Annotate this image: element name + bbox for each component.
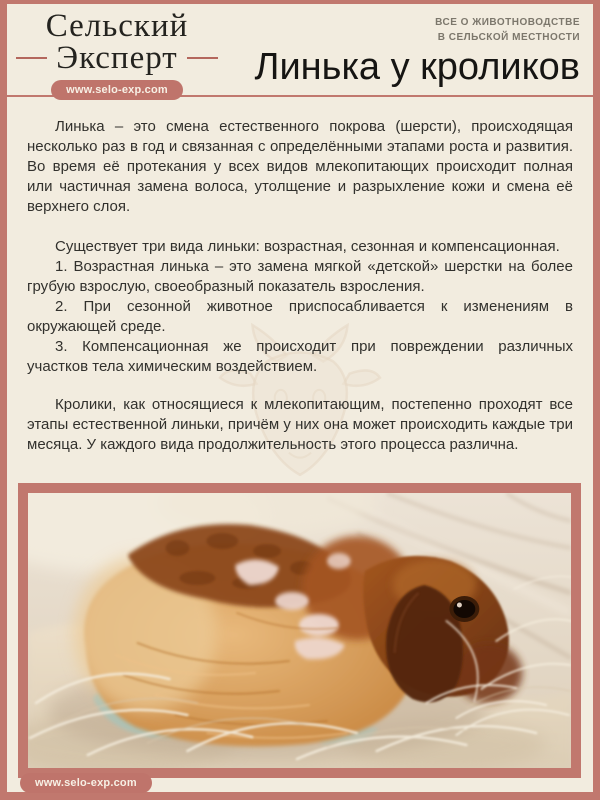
tagline-line2: В СЕЛЬСКОЙ МЕСТНОСТИ	[437, 32, 580, 43]
molting-rabbit-photo	[28, 493, 571, 768]
list-item-season-molt: 2. При сезонной животное приспосабливается к изменениям в окружающей среде.	[27, 298, 573, 335]
paragraph-intro: Линька – это смена естественного покрова (шерсти), происходящая несколько раз в год и связанная с определёнными этапами роста и развития. Во время её протекания у всех видов млекопитающих происходит полная или частичная замена волоса, утолщение и разрыхление кожи и смена её верхнего слоя.	[27, 118, 573, 215]
page-title: Линька у кроликов	[254, 46, 580, 88]
site-tagline	[435, 15, 580, 45]
list-item-age-molt: 1. Возрастная линька – это замена мягкой «детской» шерстки на более грубую взрослую, своеобразный показатель взросления.	[27, 258, 573, 295]
header	[7, 4, 593, 97]
logo-right-dash	[187, 57, 218, 59]
logo-text-line2	[9, 40, 225, 76]
article-body	[7, 97, 593, 455]
site-logo	[9, 9, 225, 100]
tagline-line1: ВСЕ О ЖИВОТНОВОДСТВЕ	[435, 17, 580, 28]
footer-url-badge: www.selo-exp.com	[20, 773, 152, 793]
list-item-compensation-molt: 3. Компенсационная же происходит при повреждении различных участков тела химическим воздействием.	[27, 338, 573, 375]
logo-text-line1: Сельский	[45, 8, 189, 44]
paragraph-types: Существует три вида линьки: возрастная, сезонная и компенсационная.	[55, 238, 560, 255]
page	[7, 4, 593, 792]
site-url-badge: www.selo-exp.com	[51, 80, 183, 100]
logo-left-dash	[16, 57, 47, 59]
photo-frame	[18, 483, 581, 778]
logo-word: Эксперт	[56, 40, 178, 76]
paragraph-rabbits: Кролики, как относящиеся к млекопитающим, постепенно проходят все этапы естественной линьки, причём у них она может происходить каждые три месяца. У каждого вида продолжительность этого процесса различна.	[27, 396, 573, 453]
